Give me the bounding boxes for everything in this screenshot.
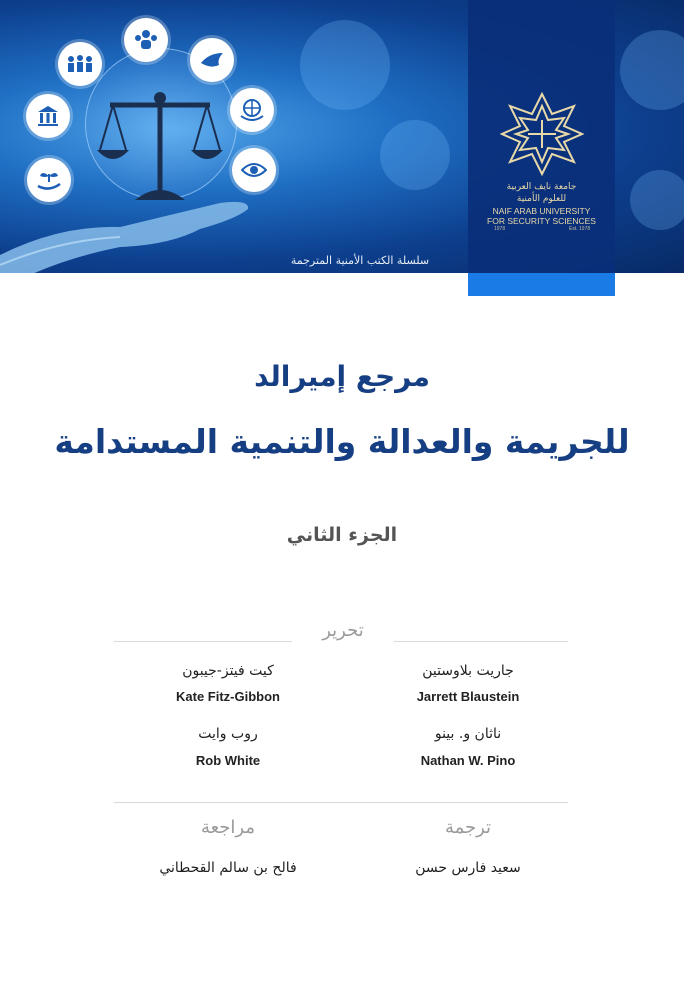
divider-full (114, 802, 568, 803)
logo-est: Est. 1978 (569, 226, 591, 232)
book-title-line2: للجريمة والعدالة والتنمية المستدامة (54, 422, 630, 461)
translator-name: سعيد فارس حسن (415, 860, 521, 876)
editor-name-ar: روب وايت (198, 726, 258, 742)
editor-name-ar: جاريت بلاوستين (422, 663, 514, 679)
editor-name-en: Nathan W. Pino (420, 753, 516, 768)
logo-arabic-line2: للعلوم الأمنية (516, 194, 567, 204)
bokeh-light (620, 30, 684, 110)
bokeh-light (300, 20, 390, 110)
logo-arabic-line1: جامعة نايف العربية (506, 182, 577, 192)
bokeh-light (380, 120, 450, 190)
university-star-logo (500, 92, 584, 176)
review-label: مراجعة (200, 817, 256, 838)
translation-label: ترجمة (444, 817, 492, 838)
divider-left (114, 641, 292, 642)
book-title-line1: مرجع إميرالد (254, 360, 430, 393)
logo-english-line2: FOR SECURITY SCIENCES (487, 216, 596, 226)
logo-small-left: 1978 (494, 226, 506, 232)
editor-name-ar: كيت فيتز-جيبون (182, 663, 274, 679)
plant-hand-icon (27, 158, 71, 202)
people-icon (124, 18, 168, 62)
editor-name-en: Kate Fitz-Gibbon (176, 689, 280, 704)
globe-hands-icon (230, 88, 274, 132)
panel-accent-strip (468, 273, 615, 296)
editor-name-en: Rob White (195, 753, 261, 768)
dove-icon (190, 38, 234, 82)
divider-right (394, 641, 568, 642)
community-icon (58, 42, 102, 86)
bokeh-light (630, 170, 684, 230)
eye-icon (232, 148, 276, 192)
series-label: سلسلة الكتب الأمنية المترجمة (290, 254, 430, 267)
editor-name-ar: ناثان و. بينو (434, 726, 502, 742)
logo-english-line1: NAIF ARAB UNIVERSITY (492, 206, 591, 216)
editor-name-en: Jarrett Blaustein (416, 689, 520, 704)
editors-label: تحرير (322, 620, 364, 641)
building-icon (26, 94, 70, 138)
reviewer-name: فالح بن سالم القحطاني (159, 860, 297, 876)
volume-label: الجزء الثاني (286, 524, 398, 546)
